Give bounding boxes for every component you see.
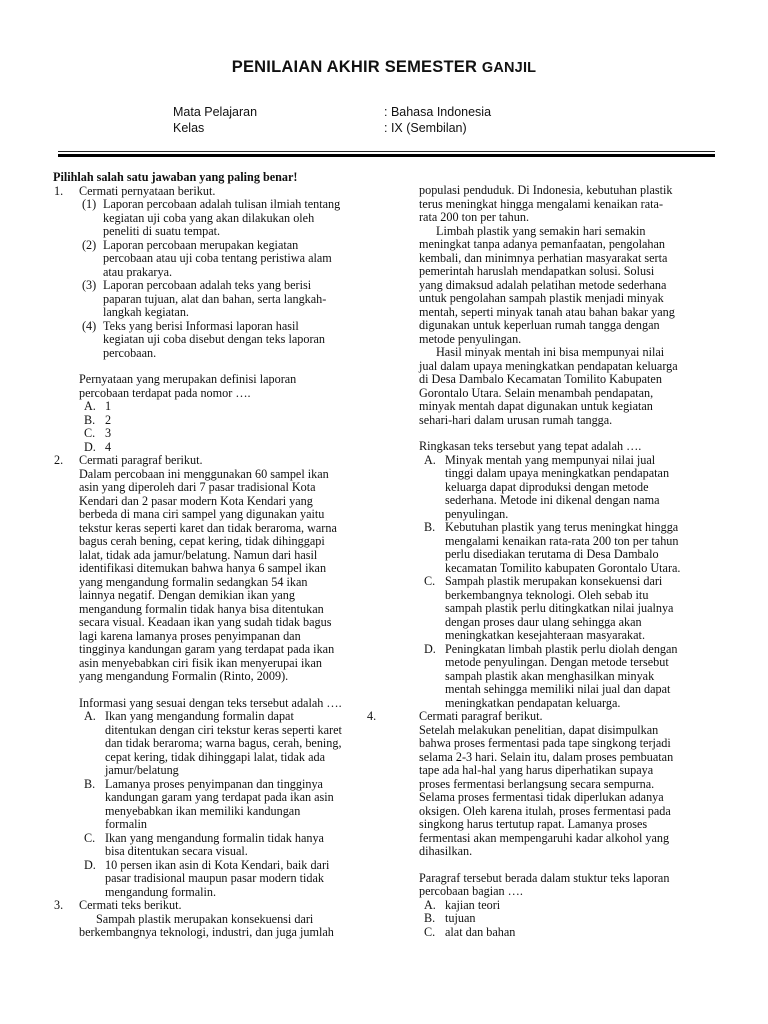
paragraph-line: tape ada hal-hal yang harus diperhatikan supaya bbox=[419, 763, 654, 777]
question-stem: Cermati pernyataan berikut. bbox=[79, 183, 216, 198]
option-line: kecamatan Tomilito kabupaten Gorontalo Utara. bbox=[445, 560, 681, 575]
option-line: Sampah plastik merupakan konsekuensi dari bbox=[445, 574, 663, 588]
paragraph-line: sehari-hari dalam urusan rumah tangga. bbox=[419, 412, 613, 427]
option-line: perlu disediakan terutama di Desa Dambalo bbox=[445, 547, 659, 561]
paragraph-line: berbeda di mana ciri sampel yang digunakan yaitu bbox=[79, 507, 325, 521]
option-d[interactable] bbox=[79, 859, 377, 900]
paragraph-line: digunakan untuk keperluan rumah tangga dengan bbox=[419, 318, 660, 332]
statement-line: Laporan percobaan adalah tulisan ilmiah tentang bbox=[103, 197, 341, 211]
instruction-text: Pilihlah salah satu jawaban yang paling benar! bbox=[53, 170, 298, 184]
paragraph-line: lagi karena lamanya proses penyimpanan dan bbox=[79, 628, 301, 643]
option-b[interactable] bbox=[79, 414, 377, 428]
statement-line: percobaan. bbox=[103, 345, 157, 360]
paragraph-line: Kendari dan 2 pasar modern Kota Kendari yang bbox=[79, 493, 313, 508]
option-line: jamur/belatung bbox=[105, 763, 179, 777]
option-letter: C. bbox=[424, 924, 436, 939]
class-value: : IX (Sembilan) bbox=[384, 121, 467, 135]
option-line: Minyak mentah yang mempunyai nilai jual bbox=[445, 452, 656, 467]
option-letter: A. bbox=[424, 897, 436, 912]
paragraph-line: kembali, dan minimnya perhatian masyarakat serta bbox=[419, 250, 668, 265]
paragraph-line: proses fermentasi berlangsung secara sempurna. bbox=[419, 776, 655, 791]
option-d[interactable] bbox=[419, 643, 722, 711]
paragraph-line: bahwa proses fermentasi pada tape singkong terjadi bbox=[419, 736, 671, 750]
paragraph-line: yang mengandung Formalin (Rinto, 2009). bbox=[79, 669, 289, 683]
option-letter: A. bbox=[84, 399, 96, 413]
paragraph-line: rata 200 ton per tahun. bbox=[419, 210, 529, 224]
option-letter: D. bbox=[84, 857, 96, 872]
option-line: ditentukan dengan ciri tekstur keras seperti karet bbox=[105, 722, 342, 737]
statement-number: (2) bbox=[82, 237, 97, 252]
option-text: alat dan bahan bbox=[445, 924, 516, 939]
option-line: mentah sehingga memiliki nilai jual dan dapat bbox=[445, 682, 671, 696]
option-text: 1 bbox=[105, 399, 112, 413]
question-stem: Cermati teks berikut. bbox=[79, 898, 182, 912]
paragraph-line: Dalam percobaan ini menggunakan 60 sampel ikan bbox=[79, 466, 329, 481]
option-line: Lamanya proses penyimpanan dan tingginya bbox=[105, 776, 323, 791]
paragraph-line: oksigen. Oleh karena itulah, proses fermentasi pada bbox=[419, 803, 671, 818]
option-line: Ikan yang mengandung formalin tidak hanya bbox=[105, 830, 324, 845]
paragraph-line: yang dimaksud adalah pelatihan metode sederhana bbox=[419, 277, 667, 292]
statement-line: kegiatan uji coba disebut dengan teks laporan bbox=[103, 332, 326, 346]
header-divider-thin bbox=[58, 151, 715, 152]
question-prompt: Pernyataan yang merupakan definisi laporan bbox=[79, 372, 297, 386]
option-line: mengalami kenaikan rata-rata 200 ton per tahun bbox=[445, 533, 679, 548]
paragraph-line: tekstur keras seperti karet dan tidak beraroma, warna bbox=[79, 520, 337, 535]
paragraph-line: Limbah plastik yang semakin hari semakin bbox=[436, 223, 646, 238]
option-a[interactable] bbox=[79, 710, 377, 778]
paragraph-line: terus meningkat hingga mengalami kenaikan rata- bbox=[419, 196, 663, 211]
option-line: bisa ditentukan secara visual. bbox=[105, 844, 248, 858]
statement-number: (4) bbox=[82, 318, 97, 333]
statement-line: Laporan percobaan adalah teks yang berisi bbox=[103, 278, 312, 292]
question-prompt: percobaan bagian …. bbox=[419, 884, 523, 898]
paragraph-line: fermentasi akan mempengaruhi kadar alkohol yang bbox=[419, 830, 670, 845]
option-letter: C. bbox=[424, 574, 436, 588]
option-letter: B. bbox=[424, 911, 436, 925]
option-line: mengandung formalin. bbox=[105, 884, 217, 899]
statement-item bbox=[79, 239, 377, 280]
paragraph-line: untuk pengolahan sampah plastik menjadi minyak bbox=[419, 291, 664, 305]
statement-item bbox=[79, 320, 377, 361]
option-c[interactable] bbox=[419, 575, 722, 643]
statement-line: percobaan atau uji coba tentang peristiwa alam bbox=[103, 251, 332, 265]
statement-item bbox=[79, 279, 377, 320]
option-line: tinggi dalam upaya meningkatkan pendapatan bbox=[445, 466, 670, 480]
option-letter: D. bbox=[84, 439, 96, 454]
question-3 bbox=[52, 899, 377, 940]
option-letter: C. bbox=[84, 426, 96, 440]
question-prompt: Ringkasan teks tersebut yang tepat adalah …. bbox=[419, 439, 642, 453]
option-letter: A. bbox=[424, 452, 436, 467]
option-letter: B. bbox=[84, 412, 96, 427]
paragraph-line: secara visual. Keadaan ikan yang sudah tidak bagus bbox=[79, 615, 332, 629]
question-number: 4. bbox=[367, 709, 377, 723]
subject-row bbox=[173, 105, 623, 121]
option-line: cepat kering, tidak dihinggapi lalat, tidak ada bbox=[105, 749, 325, 764]
option-line: kandungan garam yang terdapat pada ikan asin bbox=[105, 790, 334, 804]
option-c[interactable] bbox=[419, 926, 722, 940]
statement-line: kegiatan uji coba yang akan dilakukan oleh bbox=[103, 210, 315, 225]
paragraph-line: jual dalam upaya meningkatkan pendapatan keluarga bbox=[419, 358, 678, 373]
paragraph-line: Hasil minyak mentah ini bisa mempunyai nilai bbox=[436, 345, 665, 359]
paragraph-line: lalat, tidak ada jamur/belatung. Namun dari hasil bbox=[79, 547, 318, 562]
paragraph-line: lainnya negatif. Dengan demikian ikan yang bbox=[79, 588, 295, 602]
paragraph-line: yang mengandung formalin sedangkan 54 ikan bbox=[79, 574, 308, 589]
class-row bbox=[173, 121, 623, 137]
statement-line: paparan tujuan, alat dan bahan, serta langkah- bbox=[103, 291, 327, 306]
paragraph-line: minyak mentah dapat digunakan untuk kegiatan bbox=[419, 399, 653, 413]
paragraph-line: identifikasi ditemukan bahwa hanya 6 sampel ikan bbox=[79, 561, 327, 575]
subject-label: Mata Pelajaran bbox=[173, 105, 258, 119]
option-text: 3 bbox=[105, 426, 112, 440]
question-3-continued bbox=[392, 184, 722, 710]
paragraph-line: dihasilkan. bbox=[419, 844, 473, 858]
option-line: Kebutuhan plastik yang terus meningkat hingga bbox=[445, 520, 679, 534]
paragraph-line: Sampah plastik merupakan konsekuensi dari bbox=[96, 911, 314, 926]
paragraph-line: Setelah melakukan penelitian, dapat disimpulkan bbox=[419, 722, 659, 737]
question-stem: Cermati paragraf berikut. bbox=[419, 709, 543, 723]
option-line: dengan proses daur ulang sehingga akan bbox=[445, 614, 642, 629]
paragraph-line: selama 2-3 hari. Selain itu, dalam proses pembuatan bbox=[419, 749, 674, 764]
option-text: 2 bbox=[105, 412, 112, 427]
option-a[interactable] bbox=[419, 454, 722, 522]
paragraph-line: di Desa Dambalo Kecamatan Tomilito Kabupaten bbox=[419, 372, 662, 386]
option-line: sampah plastik akan menghasilkan minyak bbox=[445, 668, 655, 683]
exam-meta bbox=[173, 105, 623, 137]
option-b[interactable] bbox=[419, 912, 722, 926]
paragraph-line: mengandung formalin tidak hanya bisa ditentukan bbox=[79, 601, 324, 616]
option-text: tujuan bbox=[445, 911, 476, 925]
option-text: kajian teori bbox=[445, 897, 501, 912]
option-line: keluarga dapat diproduksi dengan metode bbox=[445, 479, 649, 494]
statement-line: atau prakarya. bbox=[103, 264, 173, 279]
option-c[interactable] bbox=[79, 427, 377, 441]
option-text: 4 bbox=[105, 439, 112, 454]
class-label: Kelas bbox=[173, 121, 205, 135]
question-prompt: Paragraf tersebut berada dalam stuktur teks laporan bbox=[419, 870, 670, 885]
header-divider-thick bbox=[58, 154, 715, 157]
statement-item bbox=[79, 198, 377, 239]
option-line: sampah plastik perlu ditingkatkan nilai jualnya bbox=[445, 601, 674, 615]
option-line: berkembangnya teknologi. Oleh sebab itu bbox=[445, 587, 649, 602]
option-b[interactable] bbox=[419, 521, 722, 575]
question-4 bbox=[367, 709, 722, 939]
question-stem: Cermati paragraf berikut. bbox=[79, 453, 203, 467]
option-a[interactable] bbox=[419, 899, 722, 913]
paragraph-line: asin menyebabkan ciri fisik ikan menyerupai ikan bbox=[79, 655, 322, 670]
option-line: Peningkatan limbah plastik perlu diolah dengan bbox=[445, 641, 678, 656]
paragraph-line: asin yang diperoleh dari 7 pasar tradisional Kota bbox=[79, 480, 316, 494]
option-b[interactable] bbox=[79, 778, 377, 832]
left-column bbox=[52, 171, 377, 940]
option-letter: A. bbox=[84, 709, 96, 723]
option-line: menyebabkan ikan memiliki kandungan bbox=[105, 803, 301, 818]
question-prompt: percobaan terdapat pada nomor …. bbox=[79, 385, 251, 400]
question-2 bbox=[52, 454, 377, 899]
question-1 bbox=[52, 185, 377, 455]
paragraph-line: pemerintah haruslah mendapatkan solusi. Solusi bbox=[419, 264, 655, 278]
option-line: formalin bbox=[105, 817, 147, 831]
right-column bbox=[367, 183, 722, 939]
statement-line: peneliti di suatu tempat. bbox=[103, 224, 221, 238]
paragraph-line: bagus cerah bening, cepat kering, tidak dihinggapi bbox=[79, 534, 325, 548]
statement-line: Laporan percobaan merupakan kegiatan bbox=[103, 237, 299, 252]
paragraph-line: Selama proses fermentasi tidak diperlukan adanya bbox=[419, 790, 664, 804]
paragraph-line: Gorontalo Utara. Selain menambah pendapatan, bbox=[419, 385, 654, 400]
paragraph-line: tingginya kandungan garam yang terdapat pada ikan bbox=[79, 642, 335, 656]
paragraph-line: meningkat tanpa adanya pemanfaatan, pengolahan bbox=[419, 237, 666, 251]
paragraph-line: mentah, seperti minyak tanah atau bahan bakar yang bbox=[419, 304, 675, 319]
option-letter: D. bbox=[424, 641, 436, 656]
title-semester: GANJIL bbox=[481, 60, 537, 76]
subject-value: : Bahasa Indonesia bbox=[384, 105, 492, 119]
question-number: 2. bbox=[54, 453, 64, 467]
question-prompt: Informasi yang sesuai dengan teks tersebut adalah …. bbox=[79, 695, 342, 710]
statement-number: (3) bbox=[82, 278, 97, 292]
option-line: Ikan yang mengandung formalin dapat bbox=[105, 709, 294, 723]
statement-list bbox=[79, 198, 377, 360]
option-line: metode penyulingan. Dengan metode tersebut bbox=[445, 655, 669, 669]
paragraph-line: metode penyulingan. bbox=[419, 331, 522, 346]
question-number: 1. bbox=[54, 183, 64, 198]
option-line: meningkatkan pendapatan keluarga. bbox=[445, 695, 621, 710]
page-title bbox=[0, 58, 768, 77]
option-line: penyulingan. bbox=[445, 506, 509, 521]
statement-line: langkah kegiatan. bbox=[103, 305, 189, 319]
option-letter: C. bbox=[84, 830, 96, 845]
statement-line: Teks yang berisi Informasi laporan hasil bbox=[103, 318, 299, 333]
statement-number: (1) bbox=[82, 197, 97, 211]
paragraph-line: berkembangnya teknologi, industri, dan juga jumlah bbox=[79, 925, 334, 939]
paragraph-line: singkong harus tertutup rapat. Lamanya proses bbox=[419, 817, 648, 831]
option-line: pasar tradisional maupun pasar modern tidak bbox=[105, 871, 324, 885]
option-letter: B. bbox=[84, 776, 96, 791]
question-paragraph bbox=[79, 468, 377, 684]
option-d[interactable] bbox=[79, 441, 377, 455]
option-line: meningkatkan kesejahteraan masyarakat. bbox=[445, 628, 645, 642]
option-line: sederhana. Metode ini dikenal dengan nama bbox=[445, 493, 660, 507]
option-c[interactable] bbox=[79, 832, 377, 859]
question-number: 3. bbox=[54, 898, 64, 912]
title-main: PENILAIAN AKHIR SEMESTER bbox=[231, 58, 478, 76]
option-a[interactable] bbox=[79, 400, 377, 414]
paragraph-line: populasi penduduk. Di Indonesia, kebutuhan plastik bbox=[419, 183, 673, 197]
option-letter: B. bbox=[424, 520, 436, 534]
option-line: dan tidak beraroma; warna bagus, cerah, bening, bbox=[105, 736, 342, 750]
option-line: 10 persen ikan asin di Kota Kendari, baik dari bbox=[105, 857, 330, 872]
